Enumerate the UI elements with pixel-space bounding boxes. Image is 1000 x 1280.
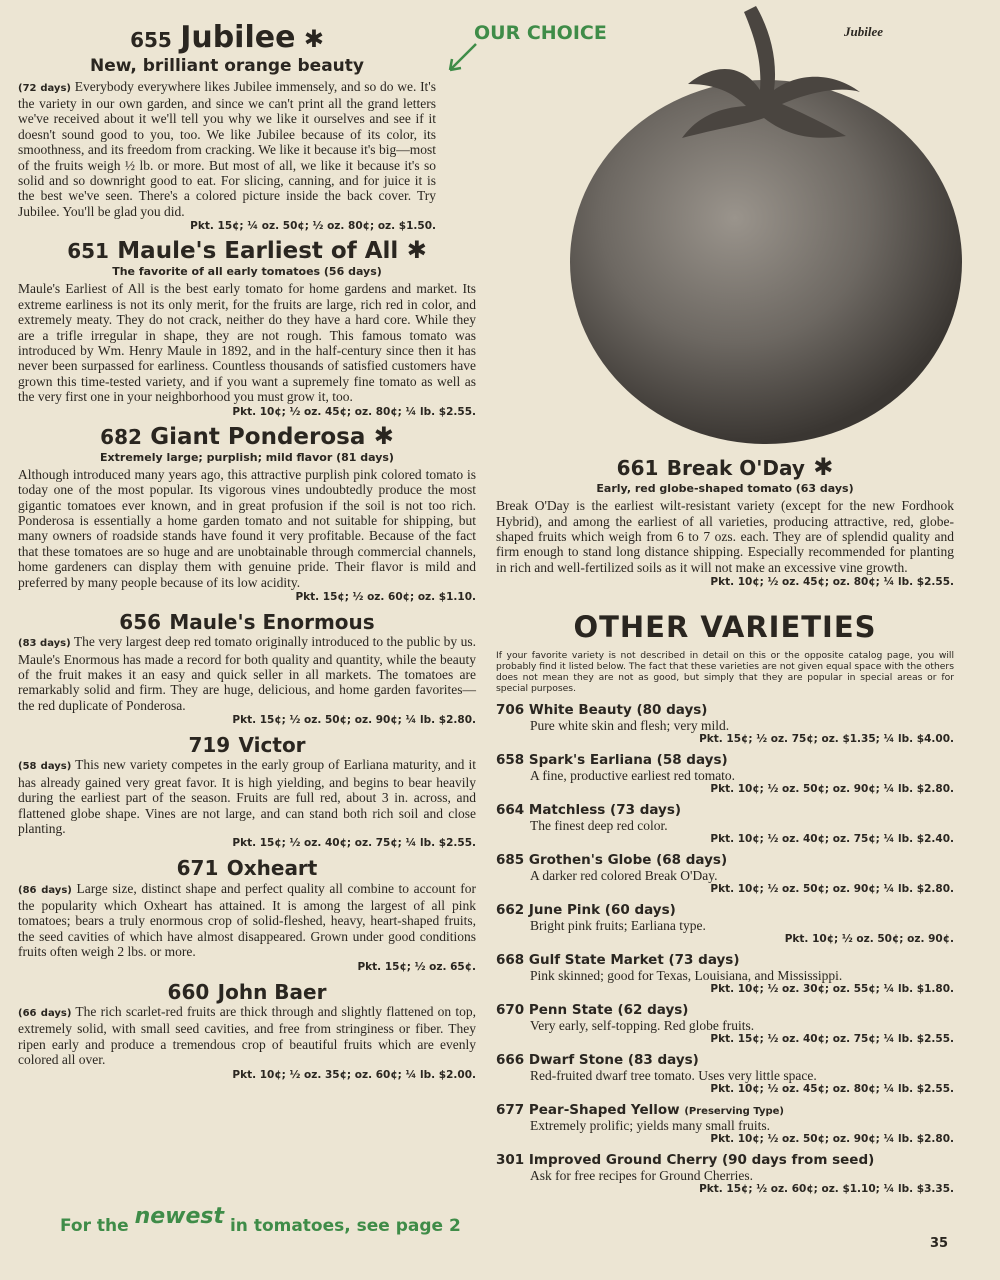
entry-number: 651 — [67, 239, 109, 264]
entry-days: (86 days) — [18, 884, 72, 896]
variety-name: 706 White Beauty (80 days) — [496, 702, 708, 719]
variety-description: Very early, self-topping. Red globe fruits. — [530, 1018, 755, 1034]
variety-name: 666 Dwarf Stone (83 days) — [496, 1052, 699, 1069]
entry-title — [18, 855, 476, 880]
entry-description — [18, 1004, 476, 1068]
variety-tag: (Preserving Type) — [684, 1106, 784, 1118]
variety-name: 658 Spark's Earliana (58 days) — [496, 752, 728, 769]
variety-name: 685 Grothen's Globe (68 days) — [496, 852, 728, 869]
variety-description: A darker red colored Break O'Day. — [530, 868, 718, 884]
variety-description: A fine, productive earliest red tomato. — [530, 768, 736, 784]
variety-entry-victor — [18, 732, 476, 849]
entry-name: Victor — [238, 733, 306, 758]
entry-title — [496, 455, 954, 480]
entry-title — [18, 22, 436, 54]
entry-number: 671 — [176, 856, 219, 881]
right-column — [496, 455, 954, 1202]
entry-price: Pkt. 15¢; ½ oz. 40¢; oz. 75¢; ¼ lb. $2.55. — [232, 837, 476, 850]
entry-name: Oxheart — [226, 856, 318, 881]
entry-price: Pkt. 10¢; ½ oz. 45¢; oz. 80¢; ¼ lb. $2.55. — [232, 405, 476, 418]
variety-price: Pkt. 15¢; ½ oz. 40¢; oz. 75¢; ¼ lb. $2.55. — [710, 1033, 954, 1046]
variety-heading — [496, 952, 954, 968]
variety-heading — [496, 802, 954, 818]
entry-price: Pkt. 10¢; ½ oz. 45¢; oz. 80¢; ¼ lb. $2.55. — [710, 576, 954, 589]
entry-title — [18, 238, 476, 263]
variety-price: Pkt. 10¢; ½ oz. 50¢; oz. 90¢; ¼ lb. $2.80. — [710, 1133, 954, 1146]
variety-name: 677 Pear-Shaped Yellow — [496, 1102, 680, 1119]
entry-name: Giant Ponderosa — [150, 423, 366, 450]
variety-entry-break-oday — [496, 455, 954, 588]
entry-subtitle: The favorite of all early tomatoes (56 days) — [112, 265, 382, 279]
variety-heading — [496, 902, 954, 918]
entry-number: 719 — [188, 733, 231, 758]
variety-price: Pkt. 10¢; ½ oz. 50¢; oz. 90¢; ¼ lb. $2.80. — [710, 783, 954, 796]
entry-days: (72 days) — [18, 82, 71, 94]
variety-price: Pkt. 10¢; ½ oz. 45¢; oz. 80¢; ¼ lb. $2.55. — [710, 1083, 954, 1096]
entry-price: Pkt. 15¢; ½ oz. 65¢. — [357, 960, 476, 973]
variety-name: 664 Matchless (73 days) — [496, 802, 682, 819]
list-item — [496, 1152, 954, 1195]
list-item — [496, 1052, 954, 1095]
other-varieties-intro: If your favorite variety is not described in detail on this or the opposite catalog page, you will probably find it listed below. The fact that these varieties are not given equal space with the others does not mean they are not as good, but simply that they are popular in special areas or for special purposes. — [496, 650, 954, 695]
entry-name: John Baer — [217, 979, 327, 1004]
entry-text: Although introduced many years ago, this attractive purplish pink colored tomato is today one of the most popular. Its vigorous vines undoubtedly produce the most gigantic tomatoes ever known, and in great profusion if the soil is not too rich. Ponderosa is essentially a home garden tomato and not suitable for shipping, but many owners of roadside stands have found it very profitable. Because of the fact that these tomatoes are so huge and are unobtainable through commercial channels, home gardeners can display them with genuine pride. Their flavor is mild and preferred by many people because of its low acidity. — [18, 466, 476, 590]
entry-text: Maule's Earliest of All is the best early tomato for home gardens and market. Its extreme earliness is not its only merit, for the fruits are large, rich red in color, and extremely meaty. They do not crack, neither do they have a hard core. While they are a trifle irregular in shape, they are not rough. This famous tomato was introduced by Wm. Henry Maule in 1892, and in the half-century since then it has never been surpassed for earliness. Countless thousands of satisfied customers have grown this time-tested variety, and if you want a supremely fine tomato as well as the very first one in your neighborhood you must grow it, too. — [18, 281, 476, 405]
other-varieties-list — [496, 702, 954, 1195]
list-item — [496, 802, 954, 845]
entry-name: Break O'Day — [666, 456, 805, 480]
entry-name: Maule's Earliest of All — [117, 238, 399, 265]
footer-promo — [60, 1204, 461, 1237]
entry-name: Jubilee — [180, 20, 296, 55]
entry-description — [18, 757, 476, 836]
entry-subtitle: Extremely large; purplish; mild flavor (81 days) — [100, 450, 394, 464]
entry-price: Pkt. 15¢; ¼ oz. 50¢; ½ oz. 80¢; oz. $1.50. — [190, 220, 436, 233]
entry-title — [18, 421, 476, 450]
variety-name: 668 Gulf State Market (73 days) — [496, 952, 740, 969]
entry-days: (66 days) — [18, 1007, 72, 1019]
variety-entry-jubilee — [18, 22, 436, 232]
entry-description — [18, 79, 436, 220]
list-item — [496, 902, 954, 945]
tomato-photo — [560, 0, 1000, 452]
variety-price: Pkt. 10¢; ½ oz. 50¢; oz. 90¢. — [784, 933, 954, 946]
entry-number: 655 — [130, 28, 172, 52]
variety-price: Pkt. 10¢; ½ oz. 40¢; oz. 75¢; ¼ lb. $2.40. — [710, 833, 954, 846]
other-varieties-heading: OTHER VARIETIES — [573, 610, 877, 645]
list-item — [496, 702, 954, 745]
list-item — [496, 1102, 954, 1145]
list-item — [496, 752, 954, 795]
footer-post: in tomatoes, see page 2 — [229, 1216, 461, 1236]
variety-name: 662 June Pink (60 days) — [496, 902, 676, 919]
entry-days: (83 days) — [18, 638, 71, 650]
footer-newest: newest — [134, 1204, 225, 1229]
entry-name: Maule's Enormous — [169, 610, 375, 635]
variety-heading — [496, 1002, 954, 1018]
photo-caption: Jubilee — [844, 24, 883, 39]
list-item — [496, 1002, 954, 1045]
variety-description: Extremely prolific; yields many small fruits. — [530, 1118, 770, 1134]
variety-entry-earliest-of-all — [18, 238, 476, 417]
entry-title — [18, 979, 476, 1004]
variety-description: Pink skinned; good for Texas, Louisiana, and Mississippi. — [530, 968, 843, 984]
variety-description: Ask for free recipes for Ground Cherries. — [530, 1168, 754, 1184]
star-icon: ✱ — [813, 453, 834, 481]
variety-price: Pkt. 10¢; ½ oz. 50¢; oz. 90¢; ¼ lb. $2.80. — [710, 883, 954, 896]
variety-price: Pkt. 15¢; ½ oz. 60¢; oz. $1.10; ¼ lb. $3.35. — [699, 1183, 954, 1196]
variety-heading — [496, 1102, 954, 1118]
entry-title — [18, 732, 476, 757]
variety-description: The finest deep red color. — [530, 818, 668, 834]
entry-number: 660 — [167, 979, 210, 1004]
variety-entry-maules-enormous — [18, 609, 476, 726]
entry-price: Pkt. 15¢; ½ oz. 60¢; oz. $1.10. — [295, 591, 476, 604]
variety-heading — [496, 852, 954, 868]
left-column — [18, 22, 476, 1087]
list-item — [496, 952, 954, 995]
entry-subtitle: New, brilliant orange beauty — [90, 55, 364, 76]
entry-title — [18, 609, 476, 634]
variety-name: 301 Improved Ground Cherry (90 days from seed) — [496, 1152, 875, 1169]
variety-heading — [496, 752, 954, 768]
entry-description — [18, 881, 476, 960]
variety-entry-giant-ponderosa — [18, 421, 476, 604]
variety-description: Bright pink fruits; Earliana type. — [530, 918, 706, 934]
entry-text: The rich scarlet-red fruits are thick through and slightly flattened on top, extremely solid, with small seed cavities, and free from stringiness or fiber. They ripen early and produce a tremendous crop of beautiful fruits which are evenly colored all over. — [18, 1003, 476, 1068]
entry-number: 682 — [100, 424, 142, 449]
variety-price: Pkt. 10¢; ½ oz. 30¢; oz. 55¢; ¼ lb. $1.80. — [710, 983, 954, 996]
variety-name: 670 Penn State (62 days) — [496, 1002, 689, 1019]
entry-text: Everybody everywhere likes Jubilee immensely, and so do we. It's the variety in our own garden, and since we can't print all the grand letters we've received about it we'll tell you why we like it ourselves and see if it doesn't sound good to you, too. We like Jubilee because of its color, its smoothness, and its freedom from cracking. We like it because it's big—most of the fruits weigh ½ lb. or more. But most of all, we like it because it's so solid and so downright good to eat. For slicing, canning, and for juice it is the best we've seen. There's a colored picture inside the back cover. Try Jubilee. You'll be glad you did. — [18, 78, 436, 219]
variety-description: Red-fruited dwarf tree tomato. Uses very little space. — [530, 1068, 817, 1084]
entry-days: (58 days) — [18, 761, 72, 773]
entry-price: Pkt. 10¢; ½ oz. 35¢; oz. 60¢; ¼ lb. $2.00. — [232, 1068, 476, 1081]
star-icon: ✱ — [373, 421, 394, 450]
entry-number: 656 — [119, 610, 162, 635]
entry-price: Pkt. 15¢; ½ oz. 50¢; oz. 90¢; ¼ lb. $2.80. — [232, 714, 476, 727]
star-icon: ✱ — [406, 236, 427, 265]
page-number: 35 — [930, 1236, 949, 1251]
entry-number: 661 — [616, 456, 659, 480]
variety-entry-john-baer — [18, 979, 476, 1081]
variety-description: Pure white skin and flesh; very mild. — [530, 718, 730, 734]
entry-text: The very largest deep red tomato originally introduced to the public by us. Maule's Enormous has made a record for both quality and quantity, while the beauty of the fruit makes it an easy and quick seller in all markets. The tomatoes are remarkably solid and firm. They are huge, delicious, and home garden favorites—the red duplicate of Ponderosa. — [18, 634, 476, 713]
variety-entry-oxheart — [18, 855, 476, 972]
entry-text: This new variety competes in the early group of Earliana maturity, and it has already gained very great favor. It is high yielding, and begins to bear heavily during the earliest part of the season. Fruits are full red, about 3 in. across, and flattened globe shape. Vines are not large, and can stand both rich soil and close planting. — [18, 757, 477, 837]
variety-heading — [496, 702, 954, 718]
footer-pre: For the — [60, 1216, 129, 1236]
entry-text: Large size, distinct shape and perfect quality all combine to account for the popularity which Oxheart has attained. It is among the largest of all pink tomatoes; bears a truly enormous crop of solid-fleshed, heavy, heart-shaped fruits, the seed cavities of which have almost disappeared. Grown under good conditions fruits often weigh 2 lbs. or more. — [18, 880, 477, 960]
entry-subtitle: Early, red globe-shaped tomato (63 days) — [596, 482, 854, 496]
entry-text: Break O'Day is the earliest wilt-resistant variety (except for the new Fordhook Hybrid), and among the earliest of all varieties, producing attractive, red, globe-shaped fruits which weigh from 6 to 7 ozs. each. They are of splendid quality and firm enough to stand long distance shipping. Especially recommended for planting in rich and well-fertilized soils as it will not make an excessive vine growth. — [496, 498, 954, 575]
variety-price: Pkt. 15¢; ½ oz. 75¢; oz. $1.35; ¼ lb. $4.00. — [699, 733, 954, 746]
variety-heading — [496, 1052, 954, 1068]
variety-heading — [496, 1152, 954, 1168]
list-item — [496, 852, 954, 895]
entry-description — [18, 634, 476, 713]
our-choice-callout: OUR CHOICE — [474, 22, 607, 44]
star-icon: ✱ — [303, 25, 324, 53]
